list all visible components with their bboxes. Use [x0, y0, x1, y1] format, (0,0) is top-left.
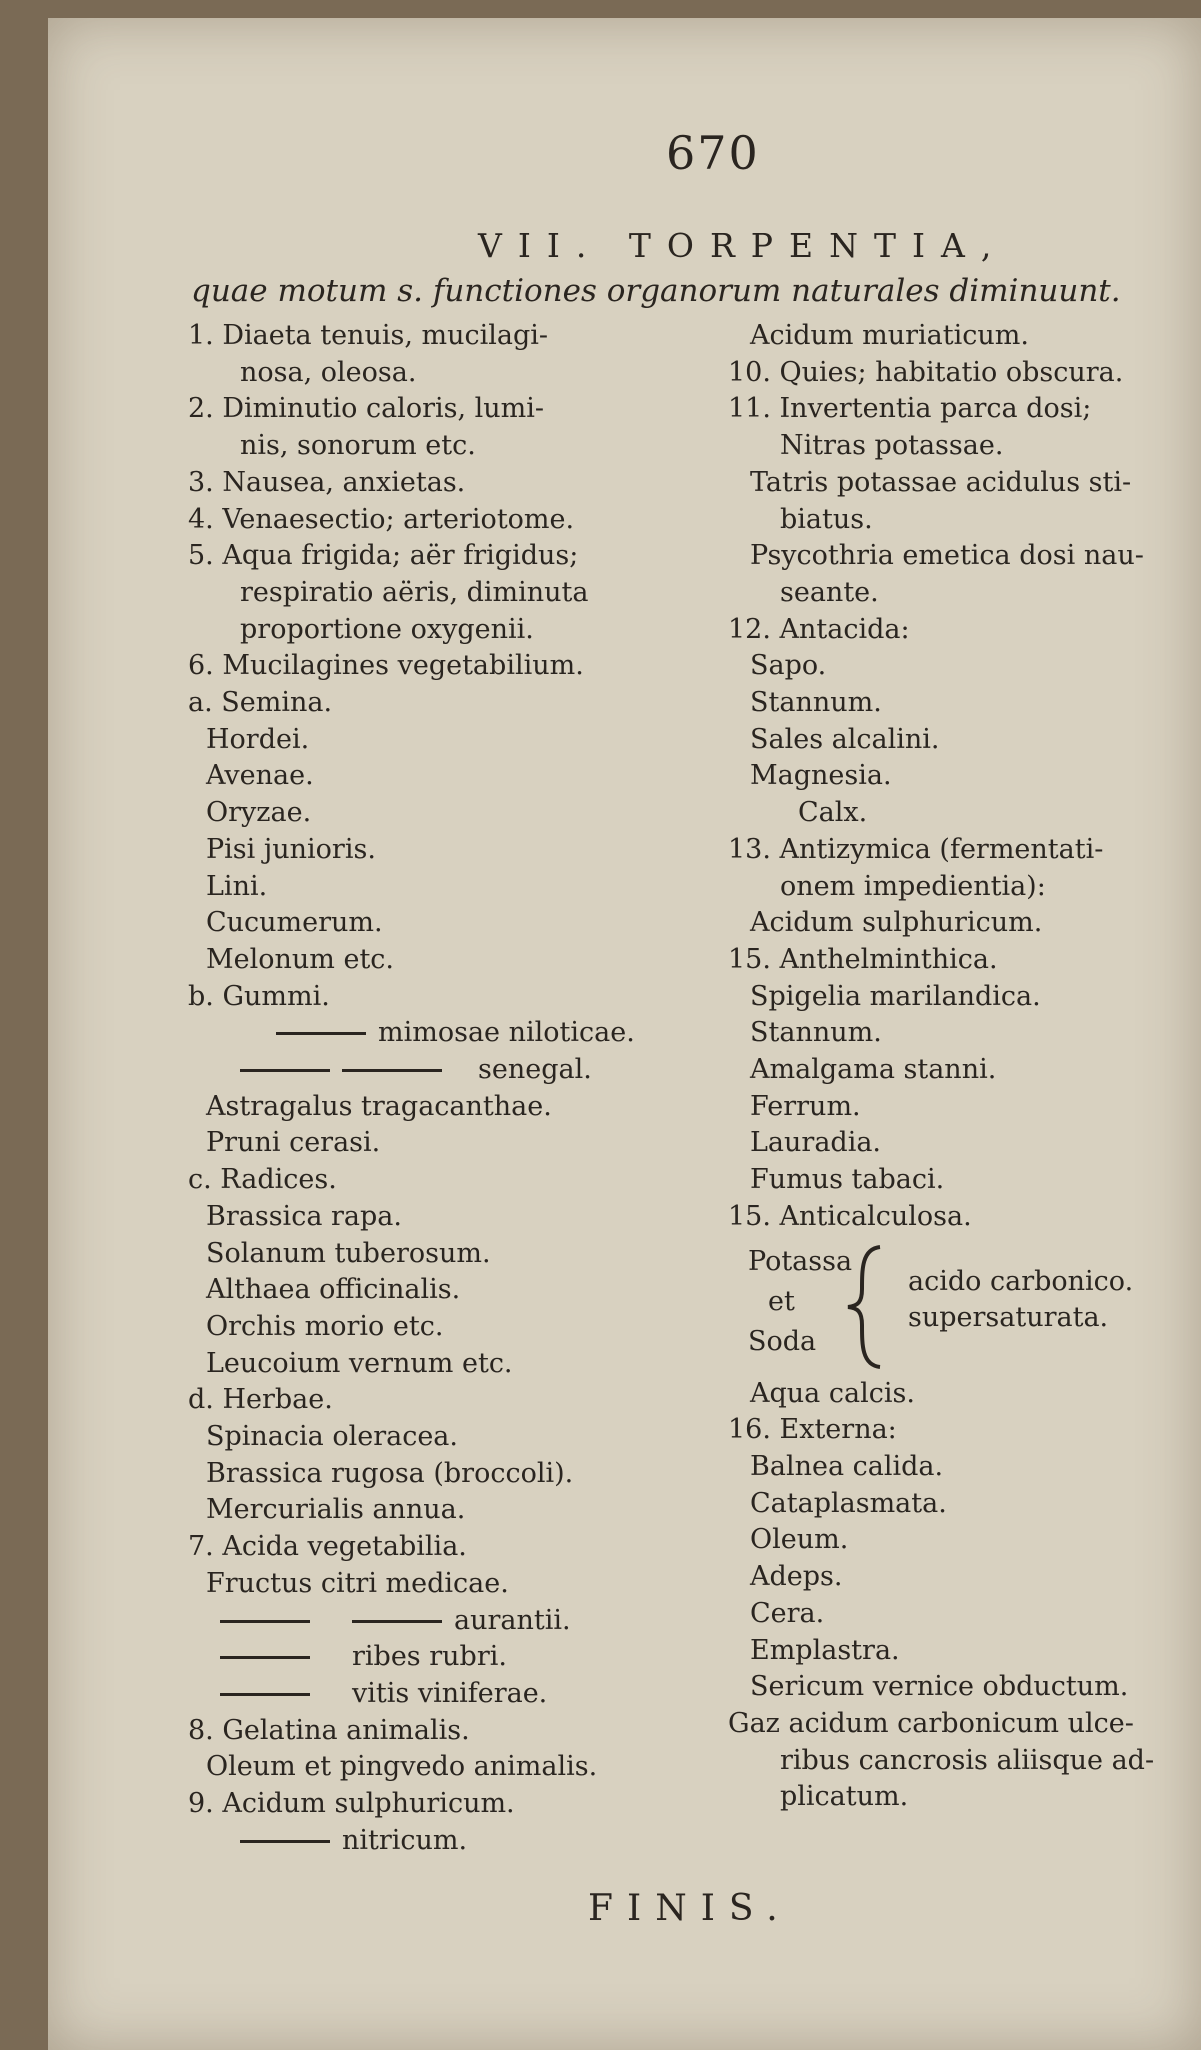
- list-item: 4. Venaesectio; arteriotome.: [188, 503, 575, 535]
- list-item: Nitras potassae.: [780, 430, 1004, 462]
- ditto-dash: [220, 1620, 310, 1623]
- brace-item: Potassa: [748, 1245, 853, 1277]
- section-title: VII. TORPENTIA,: [478, 226, 1008, 265]
- list-item: Cera.: [750, 1597, 825, 1629]
- left-column: [188, 318, 688, 1859]
- list-item: a. Semina.: [188, 687, 333, 719]
- list-item: Brassica rugosa (broccoli).: [206, 1457, 574, 1489]
- ditto-dash: [276, 1032, 366, 1035]
- list-item: Spigelia marilandica.: [750, 980, 1041, 1012]
- list-item: 5. Aqua frigida; aër frigidus;: [188, 540, 579, 572]
- list-item: Psycothria emetica dosi nau-: [750, 540, 1144, 572]
- list-item: 9. Acidum sulphuricum.: [188, 1788, 515, 1820]
- ditto-dash: [220, 1656, 310, 1659]
- list-item: Spinacia oleracea.: [206, 1421, 458, 1453]
- list-item: Fructus citri medicae.: [206, 1567, 509, 1599]
- page-number: 670: [666, 126, 760, 180]
- list-item: Ferrum.: [750, 1090, 861, 1122]
- list-item: nis, sonorum etc.: [240, 430, 476, 462]
- list-item: Lauradia.: [750, 1127, 882, 1159]
- list-item: Adeps.: [750, 1561, 843, 1593]
- list-item: Oleum.: [750, 1524, 849, 1556]
- finis-text: FINIS.: [588, 1888, 792, 1929]
- list-item: Mercurialis annua.: [206, 1494, 466, 1526]
- list-item: b. Gummi.: [188, 980, 330, 1012]
- ditto-row: [188, 1639, 688, 1676]
- list-item: respiratio aëris, diminuta: [240, 576, 589, 608]
- list-item: Lini.: [206, 870, 268, 902]
- ditto-row: [188, 1676, 688, 1713]
- ditto-dash: [220, 1693, 310, 1696]
- brace-item: et: [768, 1285, 795, 1317]
- right-column: [728, 318, 1201, 1816]
- list-item: Cucumerum.: [206, 907, 383, 939]
- ditto-dash: [342, 1069, 442, 1072]
- list-item: Leucoium vernum etc.: [206, 1347, 513, 1379]
- ditto-dash: [352, 1620, 442, 1623]
- list-item: Stannum.: [750, 1017, 882, 1049]
- list-item: Gaz acidum carbonicum ulce-: [728, 1707, 1134, 1739]
- list-item: senegal.: [478, 1054, 592, 1086]
- list-item: ribus cancrosis aliisque ad-: [780, 1744, 1155, 1776]
- list-item: 12. Antacida:: [728, 613, 910, 645]
- ditto-row: [188, 1052, 688, 1089]
- ditto-row: [188, 1823, 688, 1860]
- list-item: Stannum.: [750, 687, 882, 719]
- list-item: Amalgama stanni.: [750, 1054, 997, 1086]
- list-item: 1. Diaeta tenuis, mucilagi-: [188, 320, 549, 351]
- list-item: Pruni cerasi.: [206, 1127, 381, 1159]
- list-item: onem impedientia):: [780, 870, 1046, 902]
- list-item: seante.: [780, 576, 879, 608]
- list-item: Avenae.: [206, 760, 314, 792]
- list-item: Tatris potassae acidulus sti-: [750, 466, 1132, 498]
- list-item: c. Radices.: [188, 1164, 337, 1196]
- list-item: 2. Diminutio caloris, lumi-: [188, 393, 545, 425]
- list-item: aurantii.: [454, 1604, 571, 1636]
- list-item: Balnea calida.: [750, 1450, 944, 1482]
- list-item: Orchis morio etc.: [206, 1310, 444, 1342]
- list-item: Aqua calcis.: [750, 1377, 915, 1409]
- list-item: 13. Antizymica (fermentati-: [728, 833, 1104, 865]
- list-item: 7. Acida vegetabilia.: [188, 1531, 467, 1563]
- list-item: 6. Mucilagines vegetabilium.: [188, 650, 584, 682]
- list-item: Sales alcalini.: [750, 723, 940, 755]
- list-item: Pisi junioris.: [206, 833, 376, 865]
- list-item: Cataplasmata.: [750, 1487, 947, 1519]
- brace-group: [728, 1244, 1201, 1376]
- list-item: Acidum muriaticum.: [750, 320, 1029, 351]
- list-item: nitricum.: [342, 1824, 468, 1856]
- ditto-dash: [240, 1840, 330, 1843]
- book-page: [48, 18, 1201, 2050]
- brace-item: Soda: [748, 1325, 817, 1357]
- list-item: mimosae niloticae.: [378, 1017, 635, 1049]
- list-item: Calx.: [798, 797, 868, 829]
- list-item: Solanum tuberosum.: [206, 1237, 491, 1269]
- brace-label: supersaturata.: [908, 1301, 1109, 1333]
- list-item: 15. Anticalculosa.: [728, 1200, 972, 1232]
- ditto-dash: [240, 1069, 330, 1072]
- list-item: 8. Gelatina animalis.: [188, 1714, 470, 1746]
- list-item: Brassica rapa.: [206, 1200, 402, 1232]
- list-item: biatus.: [780, 503, 873, 535]
- list-item: 10. Quies; habitatio obscura.: [728, 356, 1124, 388]
- list-item: Melonum etc.: [206, 943, 395, 975]
- ditto-row: [188, 1015, 688, 1052]
- list-item: Acidum sulphuricum.: [750, 907, 1043, 939]
- list-item: Oleum et pingvedo animalis.: [206, 1751, 598, 1783]
- list-item: plicatum.: [780, 1781, 909, 1813]
- list-item: Magnesia.: [750, 760, 892, 792]
- list-item: d. Herbae.: [188, 1384, 333, 1416]
- ditto-row: [188, 1603, 688, 1640]
- list-item: 15. Anthelminthica.: [728, 943, 998, 975]
- list-item: Emplastra.: [750, 1634, 900, 1666]
- list-item: 11. Invertentia parca dosi;: [728, 393, 1092, 425]
- list-item: nosa, oleosa.: [240, 356, 417, 388]
- curly-brace-icon: [840, 1244, 890, 1370]
- list-item: Sericum vernice obductum.: [750, 1671, 1129, 1703]
- list-item: proportione oxygenii.: [240, 613, 534, 645]
- list-item: Sapo.: [750, 650, 827, 682]
- list-item: vitis viniferae.: [352, 1677, 548, 1709]
- list-item: Astragalus tragacanthae.: [206, 1090, 552, 1122]
- brace-label: acido carbonico.: [908, 1265, 1134, 1297]
- section-subtitle: quae motum s. functiones organorum naturales diminuunt.: [191, 273, 1121, 309]
- list-item: 3. Nausea, anxietas.: [188, 466, 466, 498]
- list-item: 16. Externa:: [728, 1414, 897, 1446]
- list-item: Althaea officinalis.: [206, 1274, 461, 1306]
- list-item: Fumus tabaci.: [750, 1164, 945, 1196]
- list-item: ribes rubri.: [352, 1641, 507, 1673]
- list-item: Hordei.: [206, 723, 310, 755]
- list-item: Oryzae.: [206, 797, 312, 829]
